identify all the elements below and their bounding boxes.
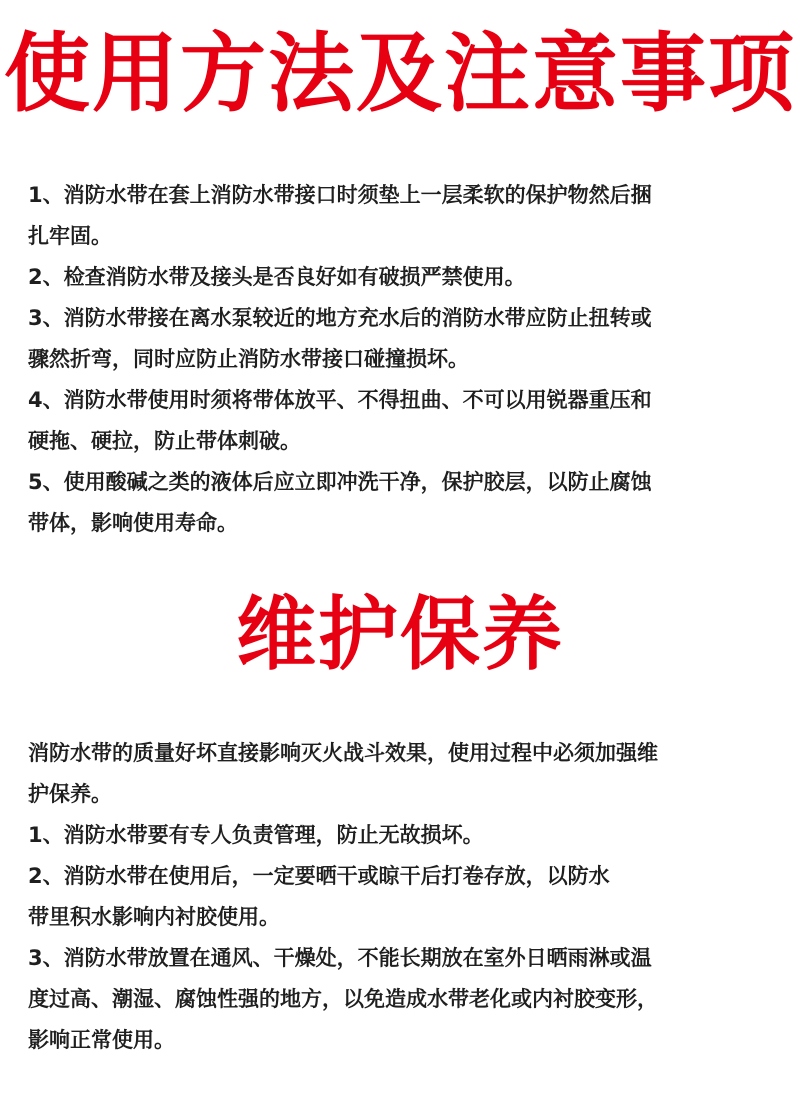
usage-line: 5、使用酸碱之类的液体后应立即冲洗干净，保护胶层，以防止腐蚀 — [28, 470, 652, 494]
maintenance-line: 带里积水影响内衬胶使用。 — [28, 905, 280, 929]
maintenance-line: 3、消防水带放置在通风、干燥处，不能长期放在室外日晒雨淋或温 — [28, 946, 652, 970]
usage-line: 1、消防水带在套上消防水带接口时须垫上一层柔软的保护物然后捆 — [28, 183, 652, 207]
usage-line: 扎牢固。 — [28, 224, 112, 248]
maintenance-line: 护保养。 — [28, 782, 112, 806]
maintenance-line: 度过高、潮湿、腐蚀性强的地方，以免造成水带老化或内衬胶变形， — [28, 987, 658, 1011]
maintenance-line: 2、消防水带在使用后，一定要晒干或晾干后打卷存放，以防水 — [28, 864, 610, 888]
usage-line: 2、检查消防水带及接头是否良好如有破损严禁使用。 — [28, 265, 526, 289]
usage-line: 硬拖、硬拉，防止带体刺破。 — [28, 429, 301, 453]
maintenance-line: 1、消防水带要有专人负责管理，防止无故损坏。 — [28, 823, 484, 847]
usage-instructions — [28, 175, 778, 544]
maintenance-line: 影响正常使用。 — [28, 1028, 175, 1052]
maintenance-title: 维护保养 — [236, 588, 564, 681]
maintenance-instructions — [28, 733, 778, 1061]
usage-line: 4、消防水带使用时须将带体放平、不得扭曲、不可以用锐器重压和 — [28, 388, 652, 412]
usage-line: 3、消防水带接在离水泵较近的地方充水后的消防水带应防止扭转或 — [28, 306, 652, 330]
usage-line: 骤然折弯，同时应防止消防水带接口碰撞损坏。 — [28, 347, 469, 371]
usage-title: 使用方法及注意事项 — [4, 24, 796, 124]
usage-line: 带体，影响使用寿命。 — [28, 511, 238, 535]
maintenance-line: 消防水带的质量好坏直接影响灭火战斗效果，使用过程中必须加强维 — [28, 741, 658, 765]
